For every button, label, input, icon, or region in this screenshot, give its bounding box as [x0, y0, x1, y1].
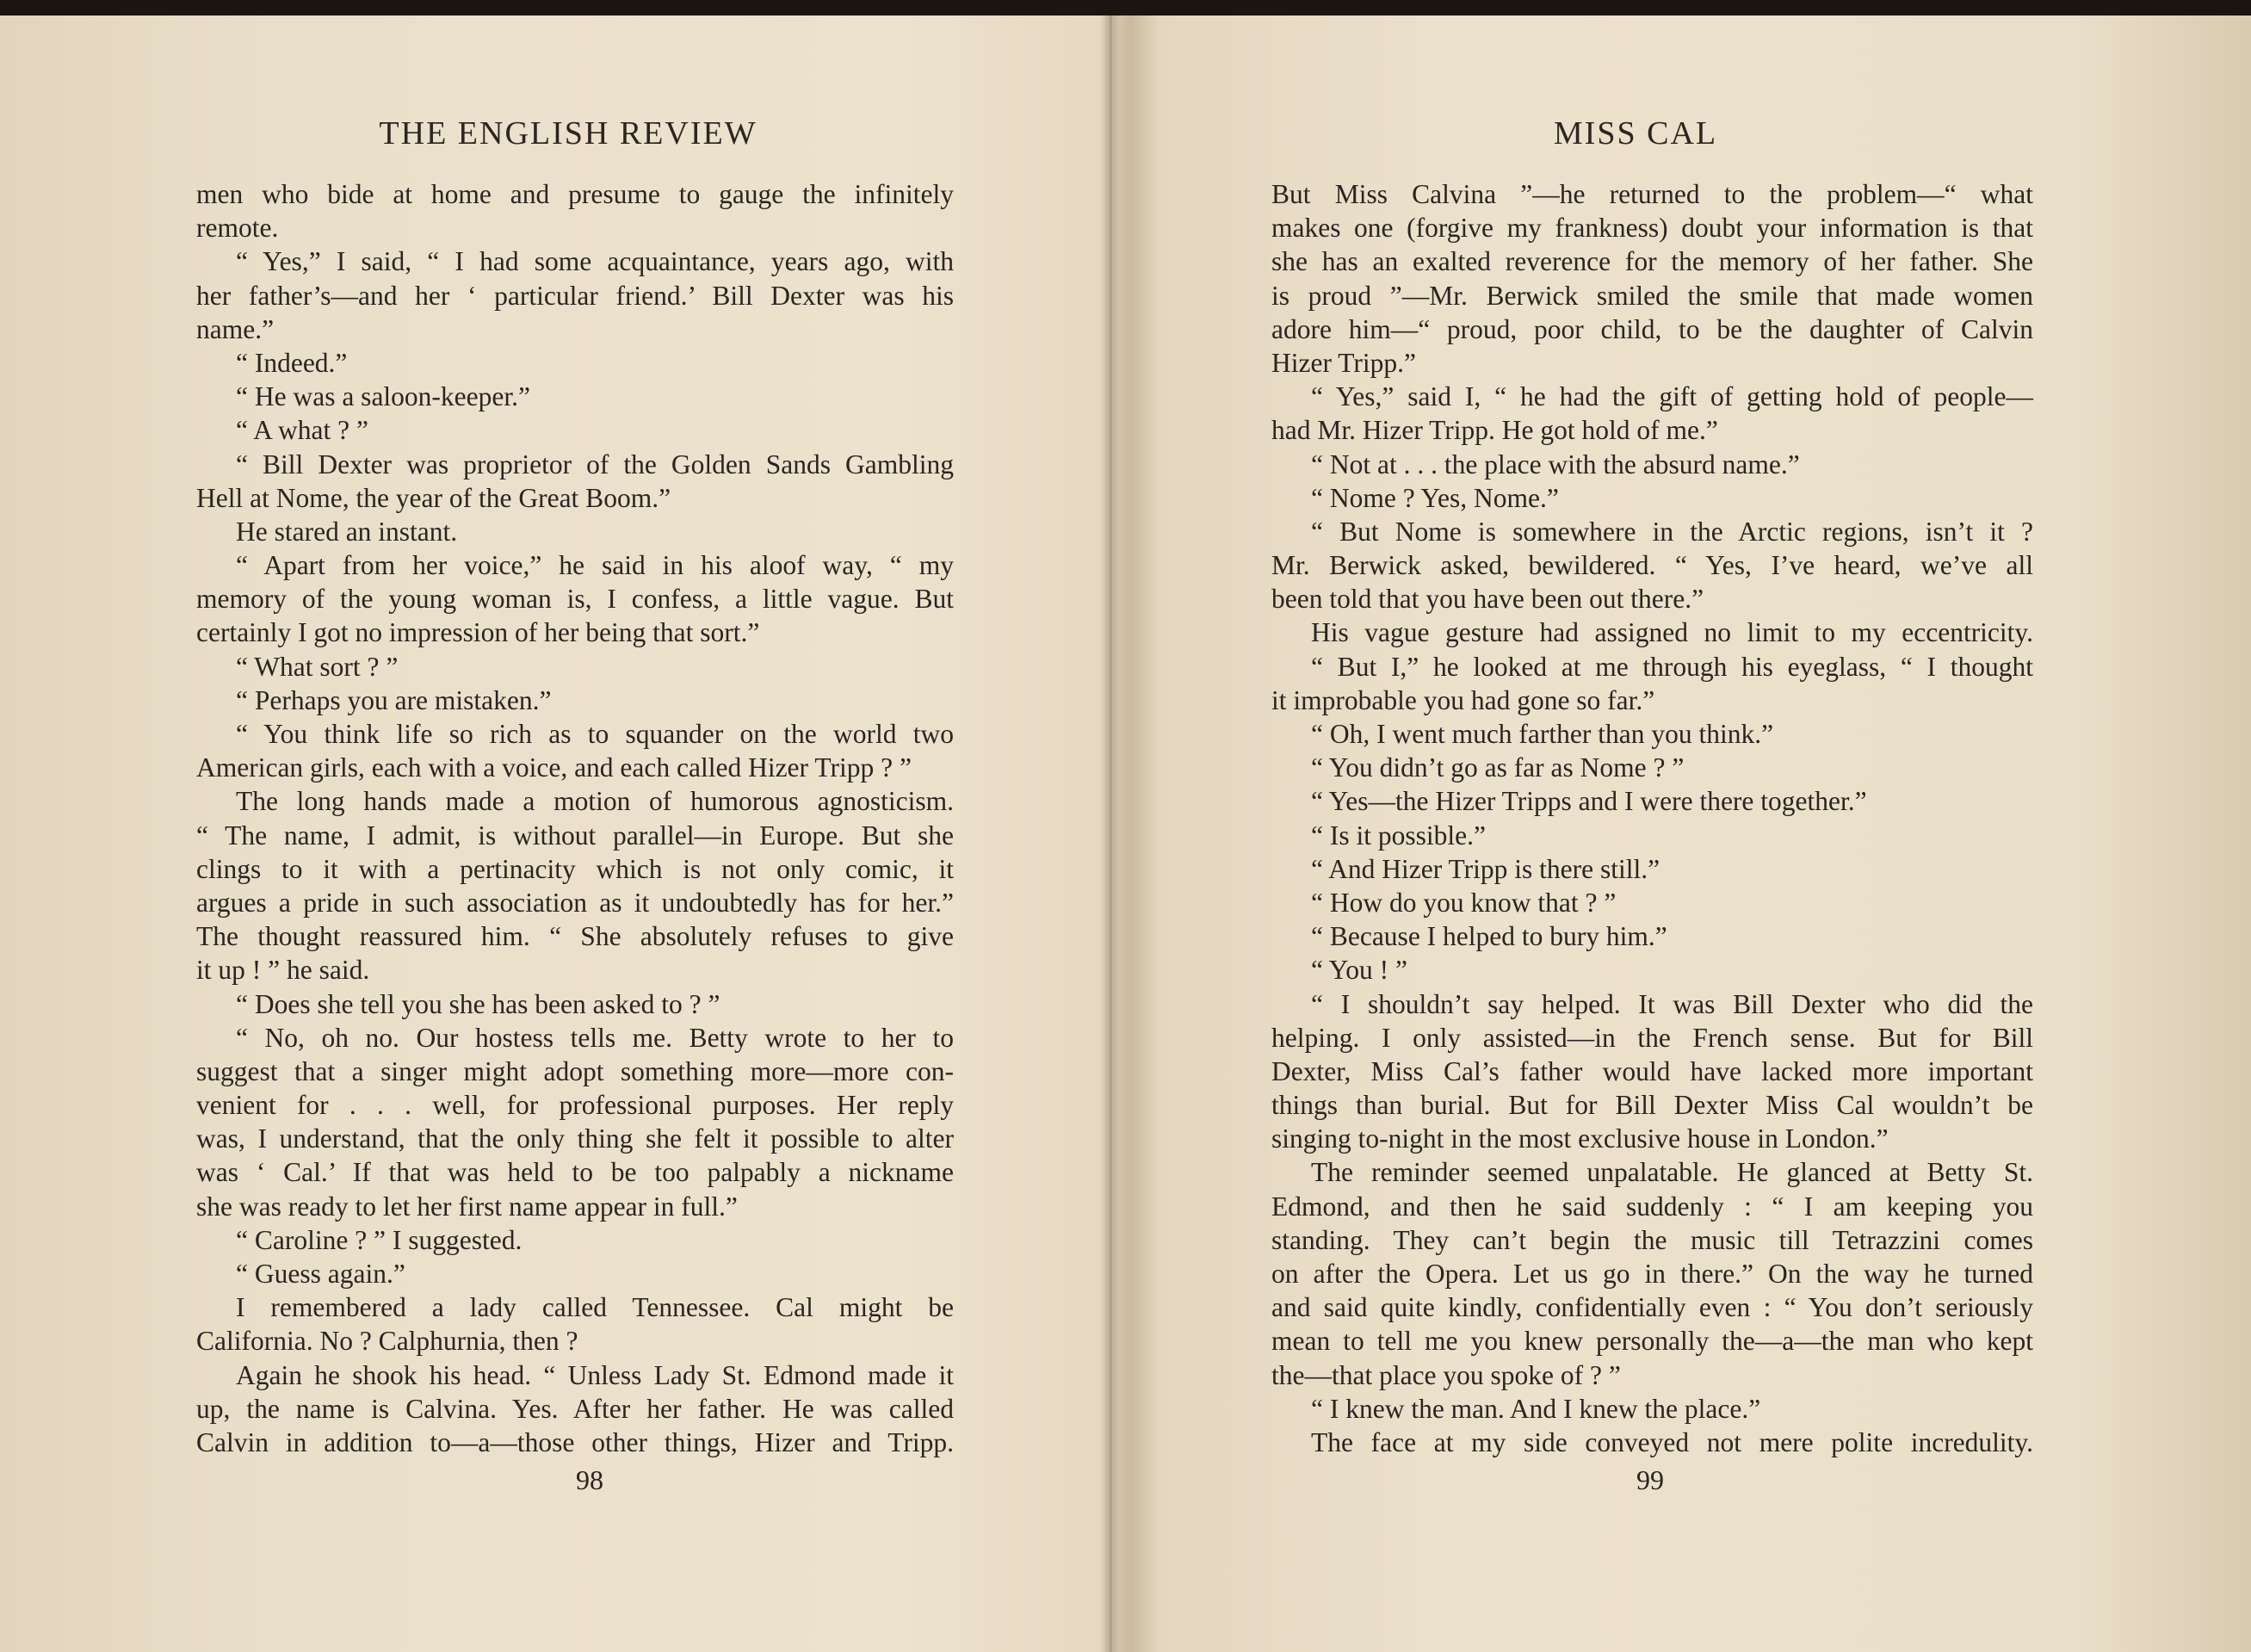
text-line: had Mr. Hizer Tripp. He got hold of me.” — [1271, 415, 1718, 446]
text-line: singing to-night in the most exclusive house in London.” — [1271, 1123, 1889, 1154]
text-line: venient for . . . well, for professional purposes. Her reply — [196, 1090, 954, 1121]
text-line: makes one (forgive my frankness) doubt your information is that — [1271, 213, 2033, 244]
left-text-block — [196, 177, 954, 1459]
text-line: Dexter, Miss Cal’s father would have lacked more important — [1271, 1055, 2033, 1086]
text-line: The face at my side conveyed not mere polite incredulity. — [1311, 1426, 2033, 1457]
text-line: argues a pride in such association as it undoubtedly has for her.” — [196, 887, 954, 918]
text-line: clings to it with a pertinacity which is not only comic, it — [196, 853, 954, 884]
text-line: was, I understand, that the only thing she felt it possible to alter — [196, 1123, 954, 1154]
text-line: “ Not at . . . the place with the absurd name.” — [1311, 449, 1800, 480]
text-line: “ Bill Dexter was proprietor of the Golden Sands Gambling — [236, 449, 954, 480]
text-line: “ A what ? ” — [236, 415, 368, 446]
text-line: The long hands made a motion of humorous agnosticism. — [236, 786, 954, 817]
text-line: things than burial. But for Bill Dexter Miss Cal wouldn’t be — [1271, 1090, 2033, 1121]
text-line: “ The name, I admit, is without parallel—in Europe. But she — [196, 820, 954, 851]
text-line: The thought reassured him. “ She absolutely refuses to give — [196, 921, 954, 952]
text-line: I remembered a lady called Tennessee. Cal might be — [236, 1292, 954, 1323]
text-line: it up ! ” he said. — [196, 955, 370, 986]
text-line: the—that place you spoke of ? ” — [1271, 1359, 1621, 1390]
left-running-head: THE ENGLISH REVIEW — [379, 115, 758, 152]
text-line: “ But I,” he looked at me through his eyeglass, “ I thought — [1311, 651, 2033, 682]
text-line: American girls, each with a voice, and each called Hizer Tripp ? ” — [196, 752, 912, 783]
text-line: His vague gesture had assigned no limit to my eccentricity. — [1311, 617, 2033, 648]
text-line: mean to tell me you knew personally the—a—the man who kept — [1271, 1326, 2033, 1357]
text-line: “ Perhaps you are mistaken.” — [236, 684, 552, 715]
text-line: “ No, oh no. Our hostess tells me. Betty wrote to her to — [236, 1022, 954, 1053]
right-running-head: MISS CAL — [1553, 115, 1718, 152]
text-line: “ Apart from her voice,” he said in his aloof way, “ my — [236, 550, 954, 581]
text-line: she has an exalted reverence for the memory of her father. She — [1271, 246, 2033, 277]
text-line: is proud ”—Mr. Berwick smiled the smile that made women — [1271, 280, 2033, 311]
text-line: certainly I got no impression of her being that sort.” — [196, 617, 760, 648]
text-line: “ Does she tell you she has been asked to ? ” — [236, 988, 720, 1019]
text-line: helping. I only assisted—in the French sense. But for Bill — [1271, 1022, 2033, 1053]
text-line: memory of the young woman is, I confess, a little vague. But — [196, 584, 954, 615]
right-text-block — [1271, 177, 2033, 1459]
text-line: men who bide at home and presume to gauge the infinitely — [196, 179, 954, 209]
text-line: “ I knew the man. And I knew the place.” — [1311, 1393, 1761, 1424]
text-line: “ How do you know that ? ” — [1311, 887, 1617, 918]
text-line: Again he shook his head. “ Unless Lady St. Edmond made it — [236, 1359, 954, 1390]
text-line: Hell at Nome, the year of the Great Boom.” — [196, 482, 671, 513]
text-line: “ You didn’t go as far as Nome ? ” — [1311, 752, 1685, 783]
text-line: was ‘ Cal.’ If that was held to be too palpably a nickname — [196, 1157, 954, 1188]
text-line: “ Because I helped to bury him.” — [1311, 921, 1667, 952]
text-line: “ You think life so rich as to squander on the world two — [236, 719, 954, 749]
text-line: “ You ! ” — [1311, 955, 1408, 986]
text-line: standing. They can’t begin the music till Tetrazzini comes — [1271, 1224, 2033, 1255]
text-line: been told that you have been out there.” — [1271, 584, 1704, 615]
text-line: she was ready to let her first name appear in full.” — [196, 1191, 738, 1222]
text-line: “ Is it possible.” — [1311, 820, 1486, 851]
text-line: name.” — [196, 313, 275, 344]
text-line: “ He was a saloon-keeper.” — [236, 381, 530, 412]
book-spread — [0, 15, 2251, 1652]
right-page-number: 99 — [1636, 1464, 1664, 1495]
text-line: remote. — [196, 213, 279, 244]
text-line: Edmond, and then he said suddenly : “ I am keeping you — [1271, 1191, 2033, 1222]
text-line: “ I shouldn’t say helped. It was Bill Dexter who did the — [1311, 988, 2033, 1019]
text-line: But Miss Calvina ”—he returned to the problem—“ what — [1271, 179, 2033, 209]
text-line: “ Guess again.” — [236, 1259, 405, 1289]
text-line: “ Yes,” said I, “ he had the gift of getting hold of people— — [1311, 381, 2033, 412]
text-line: Hizer Tripp.” — [1271, 347, 1416, 378]
text-line: up, the name is Calvina. Yes. After her father. He was called — [196, 1393, 954, 1424]
text-line: “ What sort ? ” — [236, 651, 399, 682]
text-line: “ And Hizer Tripp is there still.” — [1311, 853, 1660, 884]
text-line: “ Yes—the Hizer Tripps and I were there together.” — [1311, 786, 1867, 817]
text-line: Mr. Berwick asked, bewildered. “ Yes, I’ve heard, we’ve all — [1271, 550, 2033, 581]
left-page — [0, 15, 1110, 1652]
text-line: The reminder seemed unpalatable. He glanced at Betty St. — [1311, 1157, 2033, 1188]
text-line: “ Caroline ? ” I suggested. — [236, 1224, 523, 1255]
text-line: California. No ? Calphurnia, then ? — [196, 1326, 578, 1357]
text-line: adore him—“ proud, poor child, to be the daughter of Calvin — [1271, 313, 2033, 344]
text-line: Calvin in addition to—a—those other things, Hizer and Tripp. — [196, 1426, 954, 1457]
text-line: “ Nome ? Yes, Nome.” — [1311, 482, 1559, 513]
text-line: suggest that a singer might adopt something more—more con- — [196, 1055, 954, 1086]
right-page — [1110, 15, 2251, 1652]
text-line: “ Indeed.” — [236, 347, 348, 378]
text-line: He stared an instant. — [236, 516, 458, 547]
text-line: it improbable you had gone so far.” — [1271, 684, 1655, 715]
text-line: and said quite kindly, confidentially even : “ You don’t seriously — [1271, 1292, 2033, 1323]
text-line: on after the Opera. Let us go in there.” On the way he turned — [1271, 1259, 2033, 1289]
text-line: “ Oh, I went much farther than you think.” — [1311, 719, 1774, 749]
text-line: “ But Nome is somewhere in the Arctic regions, isn’t it ? — [1311, 516, 2033, 547]
text-line: her father’s—and her ‘ particular friend.’ Bill Dexter was his — [196, 280, 954, 311]
left-page-number: 98 — [576, 1464, 603, 1495]
text-line: “ Yes,” I said, “ I had some acquaintance, years ago, with — [236, 246, 954, 277]
